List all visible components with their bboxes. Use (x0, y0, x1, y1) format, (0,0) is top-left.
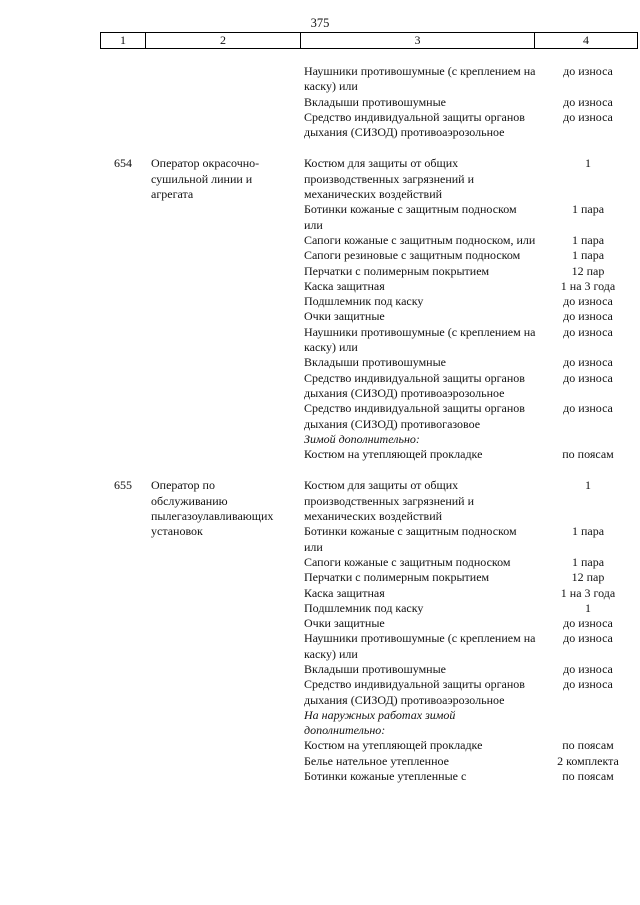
item-name: Каска защитная (304, 585, 385, 600)
header-col-2: 2 (146, 33, 301, 48)
item-quantity: 1 пара (571, 232, 605, 247)
entry-number: 654 (114, 156, 132, 171)
item-quantity: 1 пара (571, 248, 605, 263)
item-name: Сапоги резиновые с защитным подноском (304, 248, 521, 263)
continuation-block (0, 64, 640, 140)
item-quantity: до износа (563, 677, 613, 692)
item-name: Белье нательное утепленное (304, 753, 449, 768)
ppe-item (0, 555, 640, 570)
ppe-item (0, 586, 640, 601)
ppe-item (0, 662, 640, 677)
item-quantity: до износа (563, 94, 613, 109)
ppe-item (0, 738, 640, 753)
ppe-item (0, 325, 640, 356)
ppe-item (0, 371, 640, 402)
item-quantity (536, 708, 640, 739)
item-name: Средство индивидуальной защиты органов дыхания (СИЗОД) противоаэрозольное (304, 109, 525, 140)
ppe-item (0, 202, 640, 233)
ppe-item (0, 279, 640, 294)
item-name: Ботинки кожаные утепленные с (304, 769, 467, 784)
item-quantity: до износа (563, 661, 613, 676)
item-quantity: 1 пара (571, 202, 605, 217)
ppe-item (0, 264, 640, 279)
item-name: Ботинки кожаные с защитным подноском или (304, 524, 517, 554)
item-name: Подшлемник под каску (304, 294, 424, 309)
item-quantity: 2 комплекта (557, 753, 619, 768)
item-name: Костюм для защиты от общих производственных загрязнений и механических воздействий (304, 156, 475, 202)
item-quantity: 1 на 3 года (560, 278, 616, 293)
occupation-name: Оператор окрасочно-сушильной линии и агрегата (151, 156, 260, 202)
item-quantity: 1 пара (571, 554, 605, 569)
item-quantity: до износа (563, 309, 613, 324)
header-col-4: 4 (583, 33, 589, 47)
item-name: Очки защитные (304, 616, 385, 631)
item-name: Костюм на утепляющей прокладке (304, 447, 483, 462)
item-name: Наушники противошумные (с креплением на каску) или (304, 324, 536, 355)
ppe-item (0, 401, 640, 432)
table-header (100, 32, 638, 49)
item-quantity: до износа (563, 294, 613, 309)
item-quantity: до износа (563, 616, 613, 631)
header-col-3: 3 (301, 33, 535, 48)
ppe-item (0, 769, 640, 784)
ppe-item (0, 309, 640, 324)
ppe-item (0, 64, 640, 95)
item-name: Перчатки с полимерным покрытием (304, 570, 490, 585)
item-quantity: по поясам (562, 738, 614, 753)
ppe-item (0, 677, 640, 708)
item-name: Наушники противошумные (с креплением на каску) или (304, 631, 536, 661)
ppe-item (0, 631, 640, 662)
table-body (0, 64, 640, 784)
item-name: Вкладыши противошумные (304, 94, 446, 109)
table-row (0, 156, 640, 462)
item-quantity: 1 (585, 600, 591, 615)
page-number: 375 (310, 16, 330, 30)
ppe-item (0, 432, 640, 447)
item-quantity: по поясам (562, 769, 614, 784)
ppe-item (0, 294, 640, 309)
item-quantity: 1 (585, 156, 591, 171)
item-quantity: 1 на 3 года (560, 585, 616, 600)
spacer (0, 140, 640, 156)
item-name: Сапоги кожаные с защитным подноском (304, 554, 511, 569)
ppe-item (0, 754, 640, 769)
occupation-name: Оператор по обслуживанию пылегазоулавливающих установок (151, 478, 274, 539)
item-name: Средство индивидуальной защиты органов дыхания (СИЗОД) противоаэрозольное (304, 677, 525, 707)
item-quantity: 12 пар (571, 570, 605, 585)
ppe-item (0, 570, 640, 585)
item-name: Ботинки кожаные с защитным подноском или (304, 202, 517, 232)
ppe-item (0, 616, 640, 631)
ppe-item (0, 355, 640, 370)
ppe-item (0, 248, 640, 263)
item-name: Средство индивидуальной защиты органов дыхания (СИЗОД) противогазовое (304, 401, 525, 431)
item-name: Сапоги кожаные с защитным подноском, или (304, 232, 536, 247)
item-quantity: по поясам (562, 447, 614, 462)
item-quantity: до износа (563, 64, 613, 78)
item-name: Вкладыши противошумные (304, 355, 446, 370)
item-name: Вкладыши противошумные (304, 661, 446, 676)
item-quantity: до износа (563, 355, 613, 370)
ppe-item (0, 110, 640, 141)
item-name: Каска защитная (304, 278, 385, 293)
table-row (0, 478, 640, 784)
ppe-item (0, 95, 640, 110)
ppe-item (0, 447, 640, 462)
item-quantity: 1 пара (571, 524, 605, 539)
item-name: Очки защитные (304, 309, 385, 324)
section-note: Зимой дополнительно: (304, 431, 420, 446)
item-quantity: до износа (563, 631, 613, 646)
item-quantity: 12 пар (571, 263, 605, 278)
header-col-1: 1 (101, 33, 146, 48)
item-name: Подшлемник под каску (304, 600, 424, 615)
ppe-item (0, 478, 640, 524)
item-quantity: до износа (563, 109, 613, 124)
entry-number: 655 (114, 478, 132, 493)
item-name: Костюм на утепляющей прокладке (304, 738, 483, 753)
ppe-item (0, 156, 640, 202)
ppe-item (0, 524, 640, 555)
item-name: Костюм для защиты от общих производственных загрязнений и механических воздействий (304, 478, 475, 524)
item-quantity: 1 (585, 478, 591, 493)
item-quantity: до износа (563, 401, 613, 416)
item-name: Перчатки с полимерным покрытием (304, 263, 490, 278)
ppe-item (0, 708, 640, 739)
ppe-item (0, 601, 640, 616)
item-name: Средство индивидуальной защиты органов дыхания (СИЗОД) противоаэрозольное (304, 370, 525, 400)
item-quantity (536, 432, 640, 447)
item-quantity: до износа (563, 324, 613, 339)
spacer (0, 462, 640, 478)
item-quantity: до износа (563, 370, 613, 385)
item-name: Наушники противошумные (с креплением на каску) или (304, 64, 536, 94)
section-note: На наружных работах зимой дополнительно: (304, 707, 456, 738)
ppe-item (0, 233, 640, 248)
